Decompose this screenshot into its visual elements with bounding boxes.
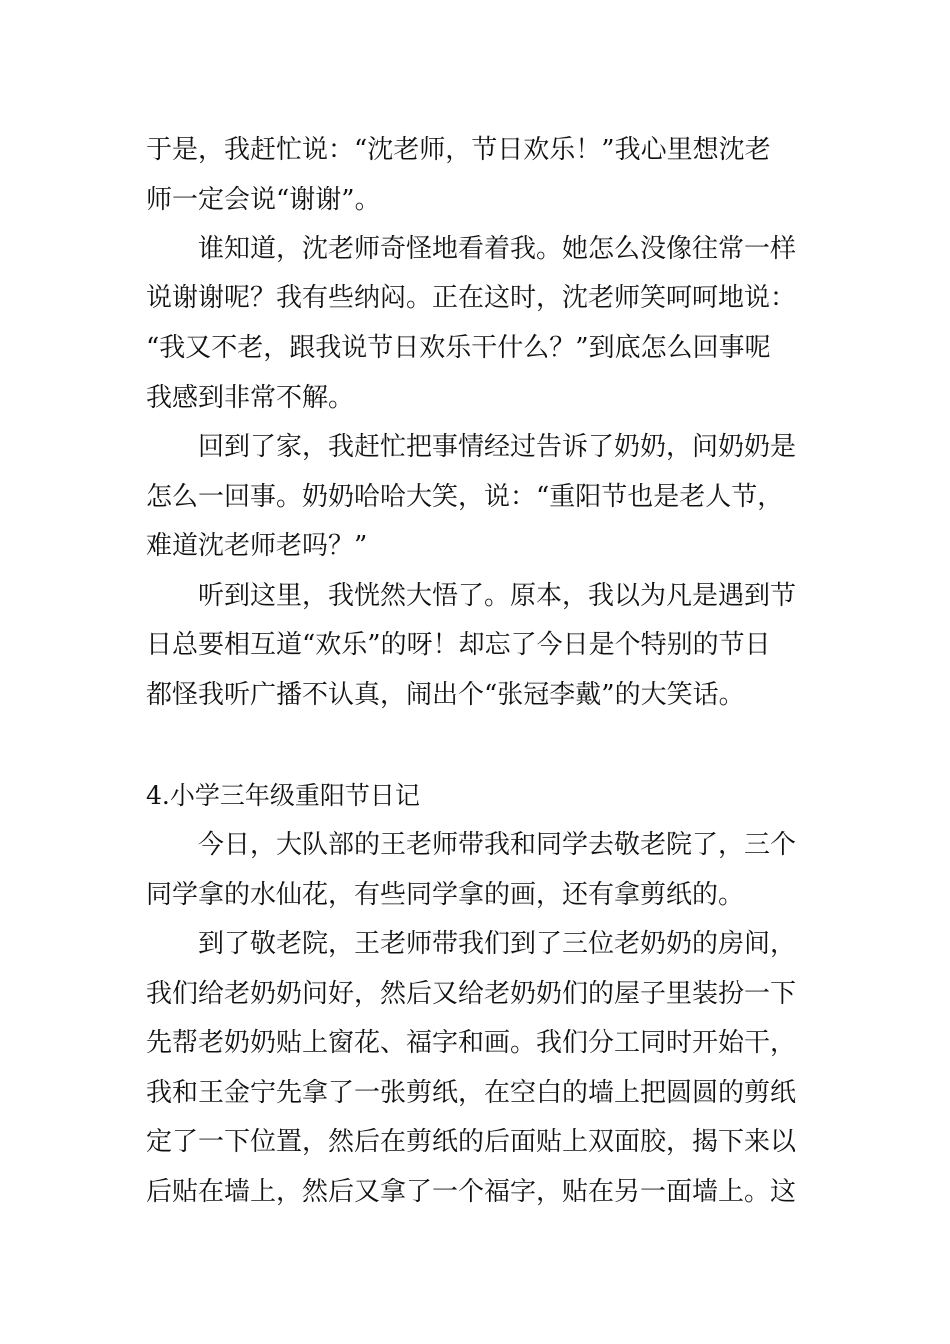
text-line: 同学拿的水仙花，有些同学拿的画，还有拿剪纸的。: [146, 880, 745, 910]
paragraph-first-line: 听到这里，我恍然大悟了。原本，我以为凡是遇到节: [198, 581, 797, 611]
text-line: 怎么一回事。奶奶哈哈大笑，说：“重阳节也是老人节，: [146, 482, 784, 512]
text-line: 说谢谢呢？我有些纳闷。正在这时，沈老师笑呵呵地说：: [146, 283, 797, 313]
text-line: 都怪我听广播不认真，闹出个“张冠李戴”的大笑话。: [146, 680, 745, 710]
text-line: 师一定会说“谢谢”。: [146, 185, 381, 215]
text-line: 日总要相互道“欢乐”的呀！却忘了今日是个特别的节日: [146, 630, 771, 660]
text-line: 后贴在墙上，然后又拿了一个福字，贴在另一面墙上。这: [146, 1177, 797, 1207]
paragraph-first-line: 回到了家，我赶忙把事情经过告诉了奶奶，问奶奶是: [198, 432, 797, 462]
text-line: 定了一下位置，然后在剪纸的后面贴上双面胶，揭下来以: [146, 1127, 797, 1157]
paragraph-first-line: 谁知道，沈老师奇怪地看着我。她怎么没像往常一样: [198, 234, 797, 264]
section-heading: 4.小学三年级重阳节日记: [146, 781, 420, 810]
text-line: 我们给老奶奶问好，然后又给老奶奶们的屋子里装扮一下: [146, 979, 797, 1009]
text-line: 于是，我赶忙说：“沈老师，节日欢乐！”我心里想沈老: [146, 135, 771, 165]
text-line: 我感到非常不解。: [146, 383, 355, 413]
paragraph-first-line: 到了敬老院，王老师带我们到了三位老奶奶的房间，: [198, 929, 797, 959]
text-line: “我又不老，跟我说节日欢乐干什么？”到底怎么回事呢: [146, 333, 771, 363]
text-line: 我和王金宁先拿了一张剪纸，在空白的墙上把圆圆的剪纸: [146, 1078, 797, 1108]
text-line: 先帮老奶奶贴上窗花、福字和画。我们分工同时开始干，: [146, 1028, 797, 1058]
text-line: 难道沈老师老吗？”: [146, 531, 368, 561]
paragraph-first-line: 今日，大队部的王老师带我和同学去敬老院了，三个: [198, 830, 797, 860]
